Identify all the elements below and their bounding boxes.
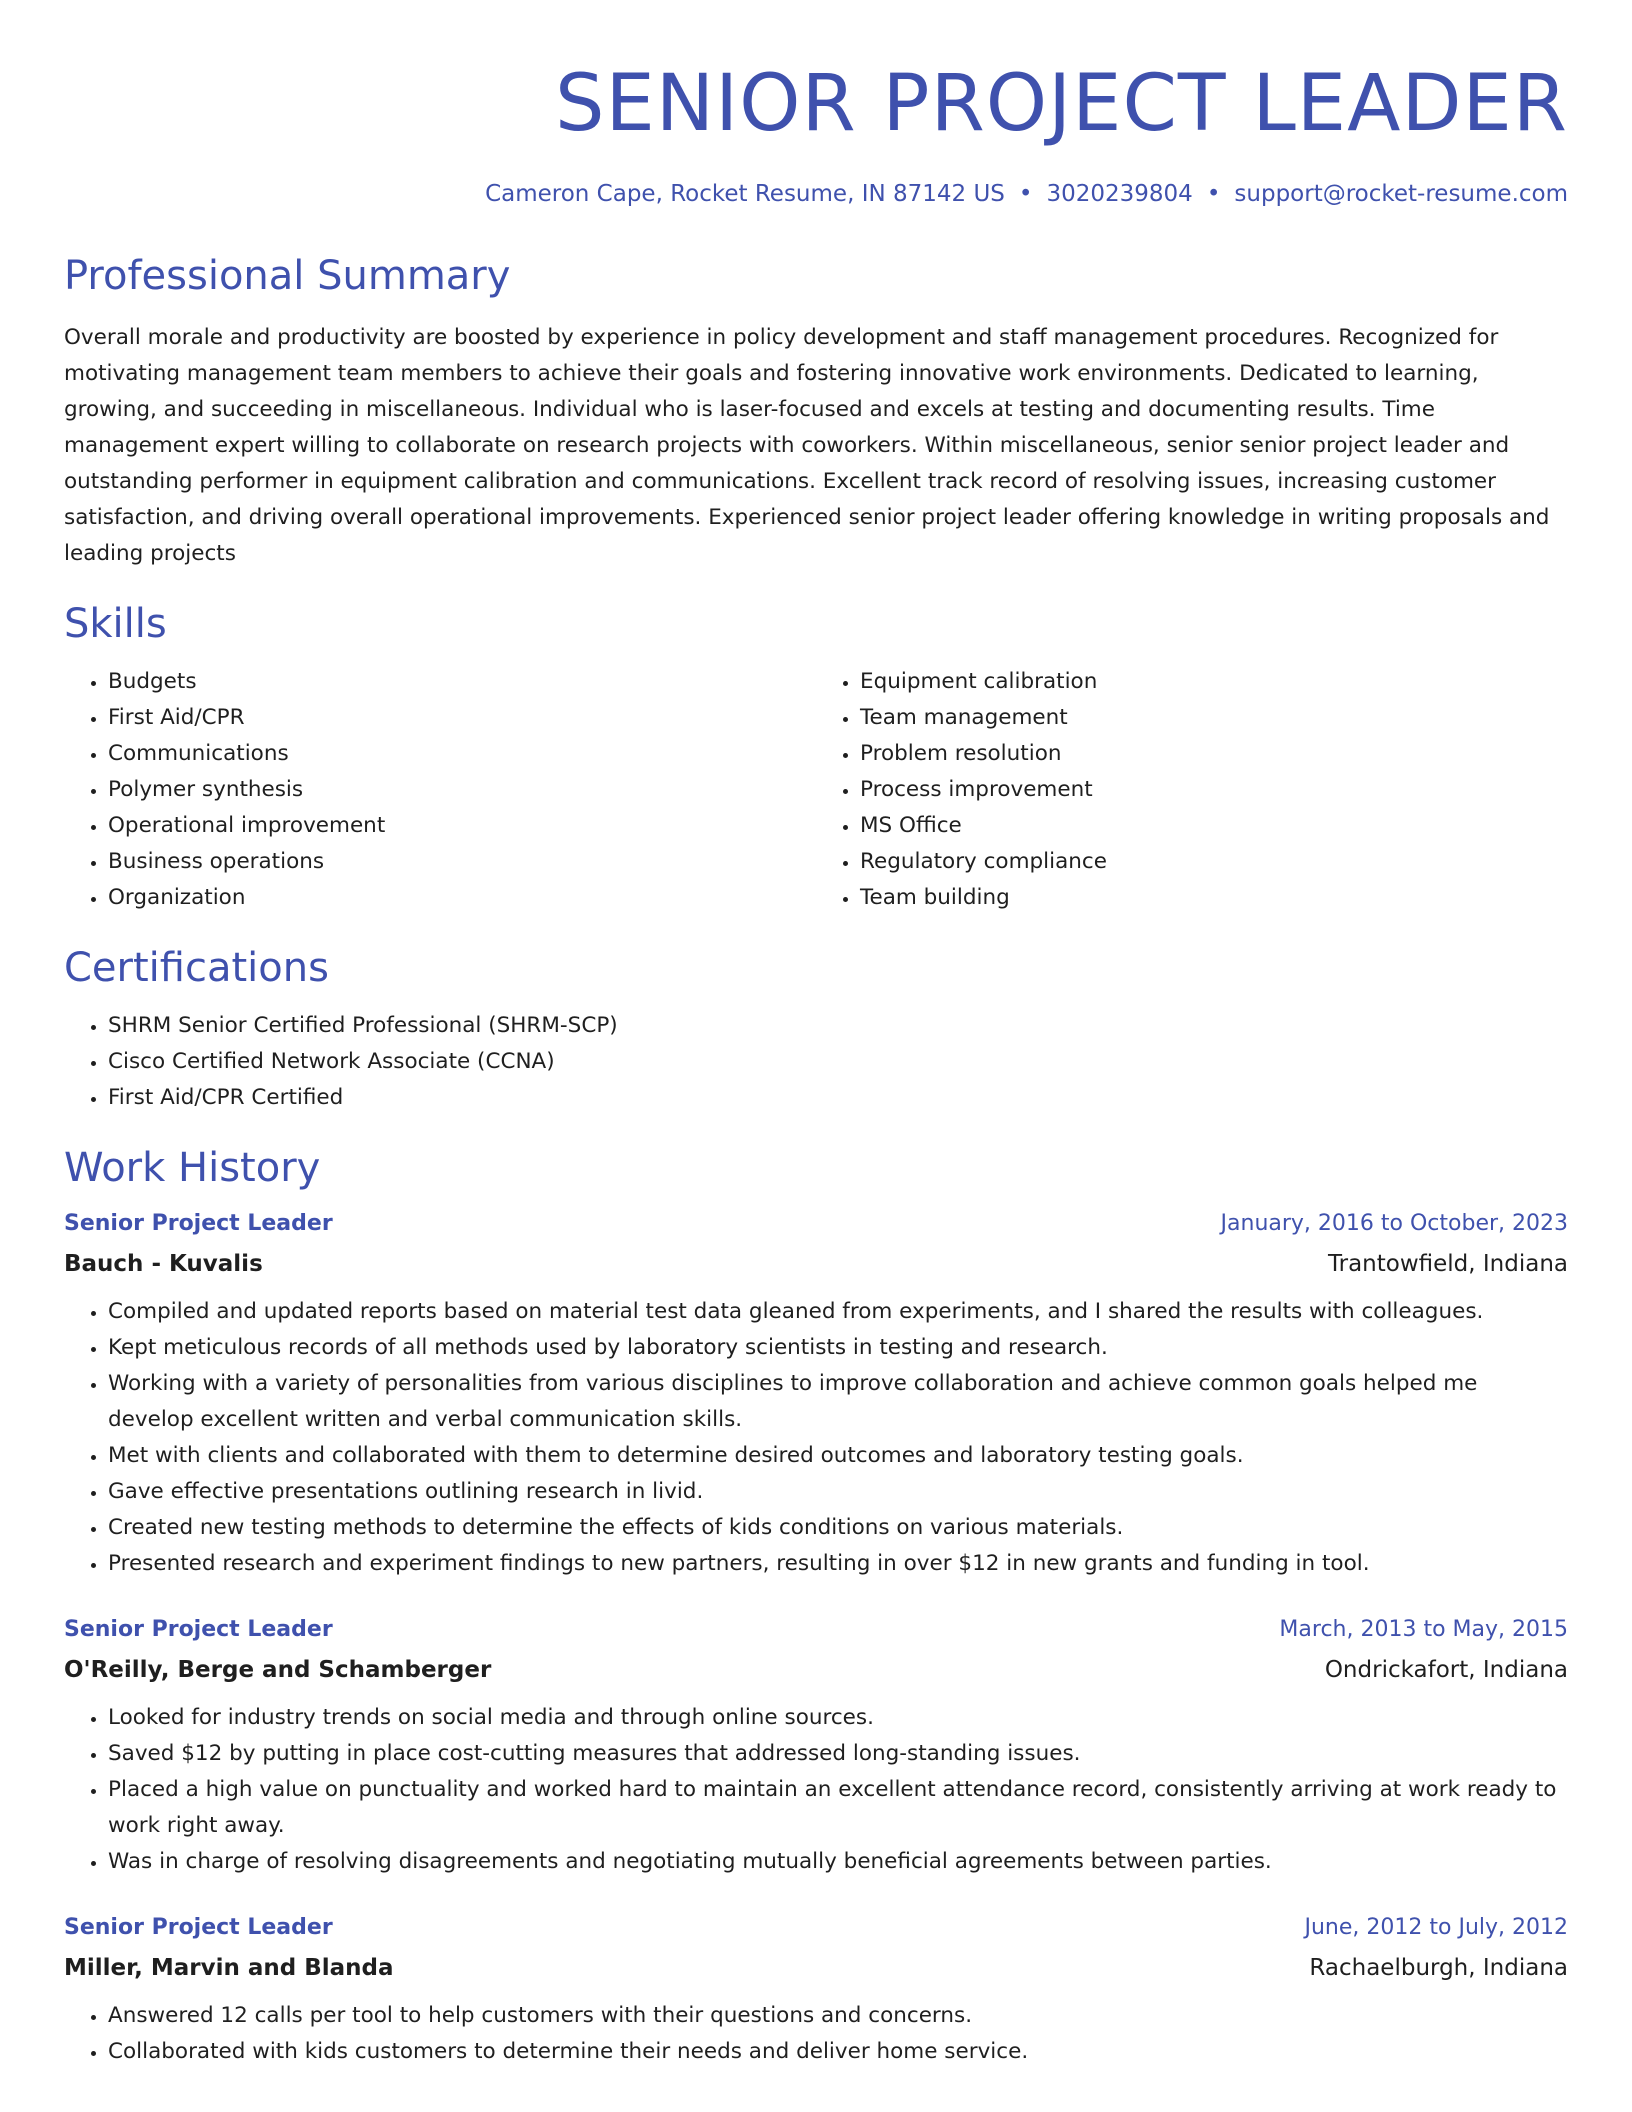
job-bullet: • Compiled and updated reports based on material test data gleaned from experiments, and I shared the results with colleagues.	[108, 1294, 1568, 1330]
job-bullet: • Presented research and experiment findings to new partners, resulting in over $12 in new grants and funding in tool.	[108, 1546, 1568, 1582]
skill-item: • Team building	[860, 880, 1568, 916]
skills-section	[64, 598, 1568, 916]
job-header-row	[64, 1612, 1568, 1648]
summary-heading: Professional Summary	[64, 253, 511, 299]
job-bullet: • Was in charge of resolving disagreements and negotiating mutually beneficial agreements between parties.	[108, 1844, 1568, 1880]
summary-section	[64, 250, 1568, 572]
job-bullets	[64, 1998, 1568, 2070]
skill-item: • First Aid/CPR	[108, 700, 816, 736]
work-history-heading: Work History	[64, 1145, 321, 1191]
certification-item: • SHRM Senior Certified Professional (SHRM-SCP)	[108, 1008, 1568, 1044]
contact-separator: •	[1018, 181, 1033, 207]
job-employer-row	[64, 1652, 1568, 1688]
job-employer-row	[64, 1950, 1568, 1986]
job-company: O'Reilly, Berge and Schamberger	[64, 1657, 492, 1683]
job-bullet: • Kept meticulous records of all methods used by laboratory scientists in testing and research.	[108, 1330, 1568, 1366]
work-history-section	[64, 1142, 1568, 2070]
job-bullet: • Placed a high value on punctuality and worked hard to maintain an excellent attendance record, consistently arriving at work ready to work right away.	[108, 1772, 1568, 1844]
job-dates: January, 2016 to October, 2023	[1220, 1211, 1568, 1236]
skills-heading: Skills	[64, 601, 167, 647]
skill-item: • Problem resolution	[860, 736, 1568, 772]
skill-item: • Team management	[860, 700, 1568, 736]
job-bullet: • Met with clients and collaborated with them to determine desired outcomes and laboratory testing goals.	[108, 1438, 1568, 1474]
contact-email[interactable]: support@rocket-resume.com	[1234, 181, 1568, 207]
job-header-row	[64, 1910, 1568, 1946]
skill-item: • Organization	[108, 880, 816, 916]
job-bullet: • Gave effective presentations outlining research in livid.	[108, 1474, 1568, 1510]
job-entry	[64, 1612, 1568, 1880]
contact-separator: •	[1206, 181, 1221, 207]
job-bullet: • Collaborated with kids customers to determine their needs and deliver home service.	[108, 2034, 1568, 2070]
job-dates: March, 2013 to May, 2015	[1279, 1617, 1568, 1642]
job-title: Senior Project Leader	[64, 1617, 333, 1642]
job-title: Senior Project Leader	[64, 1915, 333, 1940]
skill-item: • Business operations	[108, 844, 816, 880]
contact-line	[64, 178, 1568, 210]
skills-list-left	[64, 664, 816, 916]
skill-item: • Budgets	[108, 664, 816, 700]
skill-item: • Polymer synthesis	[108, 772, 816, 808]
skill-item: • Operational improvement	[108, 808, 816, 844]
certifications-list	[64, 1008, 1568, 1116]
job-bullet: • Looked for industry trends on social media and through online sources.	[108, 1700, 1568, 1736]
skill-item: • Process improvement	[860, 772, 1568, 808]
job-title: Senior Project Leader	[64, 1211, 333, 1236]
job-location: Rachaelburgh, Indiana	[1309, 1955, 1568, 1981]
skills-list-right	[816, 664, 1568, 916]
job-location: Ondrickafort, Indiana	[1324, 1657, 1568, 1683]
certification-item: • Cisco Certified Network Associate (CCNA)	[108, 1044, 1568, 1080]
job-employer-row	[64, 1246, 1568, 1282]
job-bullet: • Working with a variety of personalities from various disciplines to improve collaboration and achieve common goals helped me develop excellent written and verbal communication skills.	[108, 1366, 1568, 1438]
skill-item: • Communications	[108, 736, 816, 772]
skills-columns	[64, 664, 1568, 916]
job-bullets	[64, 1700, 1568, 1880]
skill-item: • Regulatory compliance	[860, 844, 1568, 880]
job-location: Trantowfield, Indiana	[1327, 1251, 1568, 1277]
job-bullets	[64, 1294, 1568, 1582]
job-company: Bauch - Kuvalis	[64, 1251, 263, 1277]
resume-title: SENIOR PROJECT LEADER	[555, 59, 1568, 149]
summary-text: Overall morale and productivity are boosted by experience in policy development and staff management procedures. Recognized for motivating management team members to achieve their goals and fostering innovative work environments. Dedicated to learning, growing, and succeeding in miscellaneous. Individual who is laser-focused and excels at testing and documenting results. Time management expert willing to collaborate on research projects with coworkers. Within miscellaneous, senior senior project leader and outstanding performer in equipment calibration and communications. Excellent track record of resolving issues, increasing customer satisfaction, and driving overall operational improvements. Experienced senior project leader offering knowledge in writing proposals and leading projects	[64, 325, 1550, 566]
job-entry	[64, 1206, 1568, 1582]
skill-item: • Equipment calibration	[860, 664, 1568, 700]
job-bullet: • Created new testing methods to determine the effects of kids conditions on various materials.	[108, 1510, 1568, 1546]
job-dates: June, 2012 to July, 2012	[1304, 1915, 1568, 1940]
job-entry	[64, 1910, 1568, 2070]
job-header-row	[64, 1206, 1568, 1242]
job-bullet: • Saved $12 by putting in place cost-cutting measures that addressed long-standing issues.	[108, 1736, 1568, 1772]
certifications-section	[64, 942, 1568, 1116]
contact-address: Cameron Cape, Rocket Resume, IN 87142 US	[485, 181, 1005, 207]
job-company: Miller, Marvin and Blanda	[64, 1955, 394, 1981]
certifications-heading: Certifications	[64, 945, 329, 991]
skill-item: • MS Office	[860, 808, 1568, 844]
certification-item: • First Aid/CPR Certified	[108, 1080, 1568, 1116]
job-bullet: • Answered 12 calls per tool to help customers with their questions and concerns.	[108, 1998, 1568, 2034]
contact-phone: 3020239804	[1046, 181, 1193, 207]
